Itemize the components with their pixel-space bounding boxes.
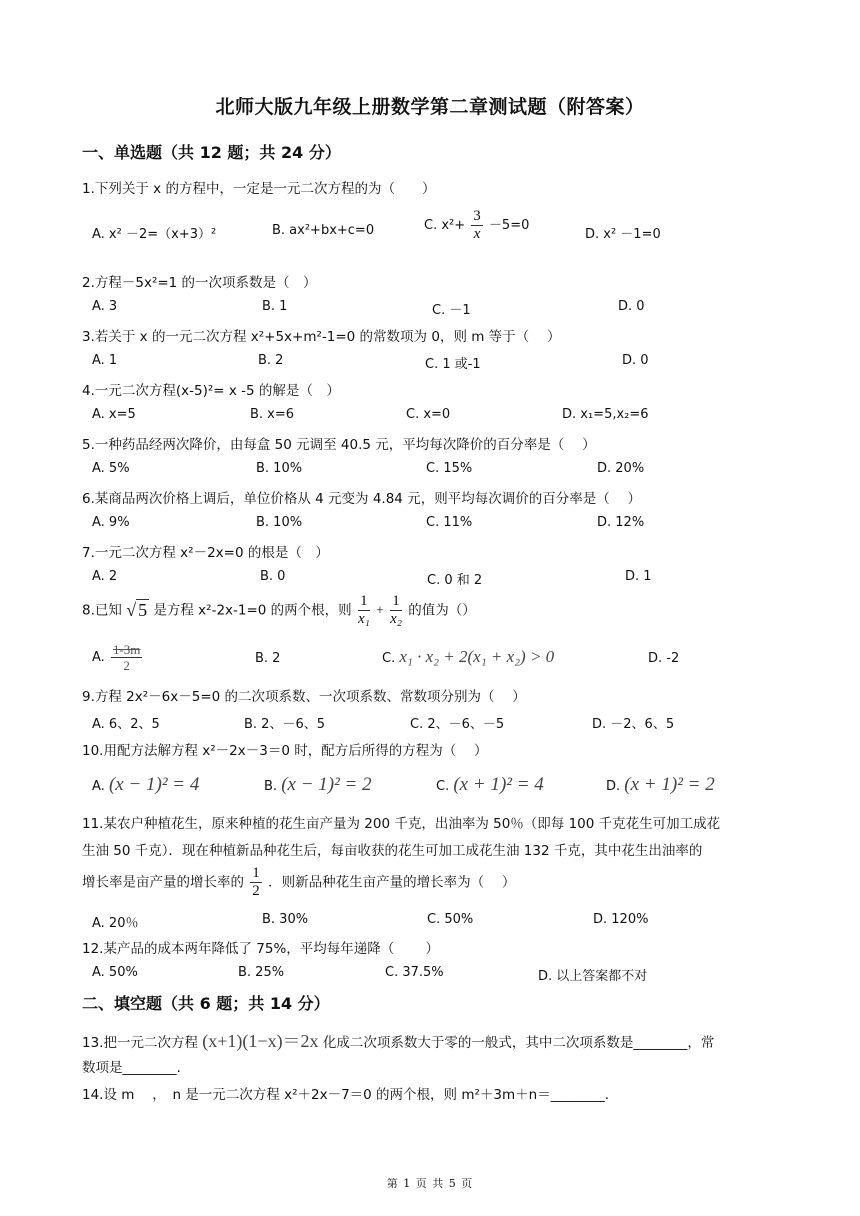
- option-a: A. x² －2=（x+3）²: [92, 227, 217, 242]
- option-d: D. 12%: [597, 515, 645, 530]
- section-single-choice: 一、单选题（共 12 题；共 24 分）: [82, 143, 341, 162]
- option-a-fraction: [111, 643, 142, 672]
- option-d: D. x² －1=0: [585, 227, 661, 242]
- fraction-numerator: 1: [392, 593, 400, 609]
- option-c: C. －1: [432, 303, 471, 318]
- question-13-line-2: 数项是________.: [82, 1060, 181, 1076]
- question-4-options: [0, 407, 860, 429]
- question-11-options: [0, 912, 860, 934]
- option-label: A.: [92, 779, 105, 794]
- option-c-fraction: [471, 209, 483, 242]
- option-label: B.: [264, 779, 278, 794]
- option-b: B. ax²+bx+c=0: [272, 223, 375, 238]
- question-13-suffix: 化成二次项系数大于零的一般式，其中二次项系数是________，常: [322, 1035, 715, 1051]
- question-10-options: [0, 774, 860, 796]
- question-8-prefix: 8.已知: [82, 602, 122, 619]
- question-11-line-3: [82, 866, 515, 899]
- option-b: B. 2、－6、5: [244, 717, 325, 732]
- question-1-options: [0, 208, 860, 245]
- option-c: C. 2、－6、－5: [410, 717, 505, 732]
- option-c: [424, 209, 529, 242]
- fraction-1-over-x2: [390, 594, 402, 627]
- question-5: 5.一种药品经两次降价，由每盒 50 元调至 40.5 元，平均每次降价的百分率是（ ）: [82, 437, 596, 453]
- option-b: B. 2: [255, 651, 281, 666]
- option-d: D. -2: [648, 651, 680, 666]
- option-b: B. x=6: [250, 407, 295, 422]
- fraction-denominator: 2: [123, 658, 130, 673]
- fraction-denominator: x: [473, 226, 481, 242]
- question-8: [82, 594, 476, 627]
- question-8-middle: 是方程 x²-2x-1=0 的两个根，则: [153, 602, 352, 619]
- option-c-expression: (x + 1)² = 4: [453, 774, 544, 795]
- option-label: D.: [606, 779, 621, 794]
- option-b: B. 0: [260, 569, 286, 584]
- question-2-options: [0, 299, 860, 321]
- question-3-options: [0, 353, 860, 375]
- fraction-numerator: 1: [252, 865, 260, 881]
- option-a: [92, 774, 199, 796]
- fraction-numerator: 1-3m: [112, 642, 141, 657]
- question-11-line-1: 11.某农户种植花生，原来种植的花生亩产量为 200 千克，出油率为 50％（即每 100 千克花生可加工成花: [82, 816, 721, 832]
- option-d-expression: (x + 1)² = 2: [624, 774, 715, 795]
- question-4: 4.一元二次方程(x-5)²= x -5 的解是（ ）: [82, 383, 340, 399]
- question-2: 2.方程－5x²=1 的一次项系数是（ ）: [82, 275, 317, 291]
- option-c-prefix: C. x²+: [424, 218, 466, 233]
- option-c: [382, 647, 554, 667]
- option-a: A. 20％: [92, 916, 139, 931]
- option-c-expression: x₁ · x₂ + 2(x₁ + x₂) > 0: [399, 647, 555, 666]
- fraction-one-half: [250, 866, 262, 899]
- option-b: B. 1: [262, 299, 288, 314]
- option-label: C.: [436, 779, 450, 794]
- question-6-options: [0, 515, 860, 537]
- question-11-line-3-suffix: ．则新品种花生亩产量的增长率为（ ）: [268, 874, 516, 891]
- option-c: C. 50%: [427, 912, 474, 927]
- option-d: D. －2、6、5: [592, 717, 675, 732]
- question-12-options: [0, 965, 860, 987]
- question-3: 3.若关于 x 的一元二次方程 x²+5x+m²-1=0 的常数项为 0，则 m 等于（ ）: [82, 329, 561, 345]
- option-c: C. 11%: [426, 515, 473, 530]
- question-10: 10.用配方法解方程 x²－2x－3＝0 时，配方后所得的方程为（ ）: [82, 743, 488, 759]
- question-1: 1.下列关于 x 的方程中，一定是一元二次方程的为（ ）: [82, 181, 436, 197]
- question-7-options: [0, 569, 860, 591]
- option-d: D. 以上答案都不对: [538, 969, 648, 984]
- question-7: 7.一元二次方程 x²－2x=0 的根是（ ）: [82, 545, 329, 561]
- option-c: C. 1 或-1: [425, 357, 481, 372]
- option-a: [92, 643, 144, 672]
- option-b: B. 10%: [256, 461, 303, 476]
- option-a: A. 5%: [92, 461, 130, 476]
- option-d: D. 120%: [593, 912, 649, 927]
- option-d: D. 20%: [597, 461, 645, 476]
- question-13-expression: (x+1)(1−x)＝2x: [202, 1031, 319, 1051]
- option-label: C.: [382, 651, 396, 666]
- option-c: C. 37.5%: [385, 965, 444, 980]
- option-c: C. x=0: [406, 407, 451, 422]
- option-b: B. 30%: [262, 912, 309, 927]
- option-d: D. 0: [618, 299, 645, 314]
- question-8-suffix: 的值为（）: [408, 602, 476, 619]
- option-c: C. 0 和 2: [427, 573, 483, 588]
- page-title: 北师大版九年级上册数学第二章测试题（附答案）: [215, 96, 645, 118]
- fraction-1-over-x1: [358, 594, 370, 627]
- fraction-denominator: x₂: [390, 611, 402, 627]
- question-8-options: [0, 642, 860, 673]
- option-d: D. 1: [625, 569, 652, 584]
- fraction-numerator: 3: [473, 208, 481, 224]
- option-label: A.: [92, 650, 105, 665]
- option-a: A. x=5: [92, 407, 136, 422]
- question-12: 12.某产品的成本两年降低了 75%，平均每年递降（ ）: [82, 941, 440, 957]
- option-a: A. 50%: [92, 965, 138, 980]
- option-a: A. 2: [92, 569, 118, 584]
- sqrt-expression: √ 5: [126, 600, 148, 620]
- option-a-expression: (x − 1)² = 4: [108, 774, 200, 795]
- option-d: D. x₁=5,x₂=6: [562, 407, 649, 422]
- question-14: 14.设 m ， n 是一元二次方程 x²＋2x－7＝0 的两个根，则 m²＋3m＋n＝________.: [82, 1087, 609, 1103]
- option-b: B. 25%: [238, 965, 285, 980]
- fraction-denominator: x₁: [357, 611, 370, 627]
- sqrt-radicand: 5: [138, 600, 148, 620]
- question-11-line-2: 生油 50 千克）．现在种植新品种花生后，每亩收获的花生可加工成花生油 132 千克，其中花生出油率的: [82, 843, 703, 859]
- option-c: C. 15%: [426, 461, 473, 476]
- question-9: 9.方程 2x²－6x－5=0 的二次项系数、一次项系数、常数项分别为（ ）: [82, 689, 526, 705]
- option-d: D. 0: [622, 353, 649, 368]
- option-c-suffix: －5=0: [488, 218, 530, 233]
- section-fill-blank: 二、填空题（共 6 题；共 14 分）: [82, 994, 330, 1013]
- option-b: B. 2: [258, 353, 284, 368]
- option-a: A. 9%: [92, 515, 130, 530]
- option-a: A. 1: [92, 353, 118, 368]
- option-b-expression: (x − 1)² = 2: [281, 774, 372, 795]
- option-b: [264, 774, 372, 796]
- question-9-options: [0, 713, 860, 735]
- question-6: 6.某商品两次价格上调后，单位价格从 4 元变为 4.84 元，则平均每次调价的百分率是（ ）: [82, 491, 641, 507]
- option-d: [606, 774, 715, 796]
- question-13-line-1: [82, 1027, 714, 1053]
- question-5-options: [0, 461, 860, 483]
- question-11-line-3-prefix: 增长率是亩产量的增长率的: [82, 874, 244, 891]
- plus-sign: +: [376, 602, 384, 618]
- option-b: B. 10%: [256, 515, 303, 530]
- option-a: A. 3: [92, 299, 118, 314]
- option-c: [436, 774, 544, 796]
- question-13-prefix: 13.把一元二次方程: [82, 1035, 198, 1051]
- fraction-denominator: 2: [252, 883, 260, 899]
- page-footer: 第 1 页 共 5 页: [386, 1177, 474, 1190]
- fraction-numerator: 1: [360, 593, 368, 609]
- option-a: A. 6、2、5: [92, 717, 160, 732]
